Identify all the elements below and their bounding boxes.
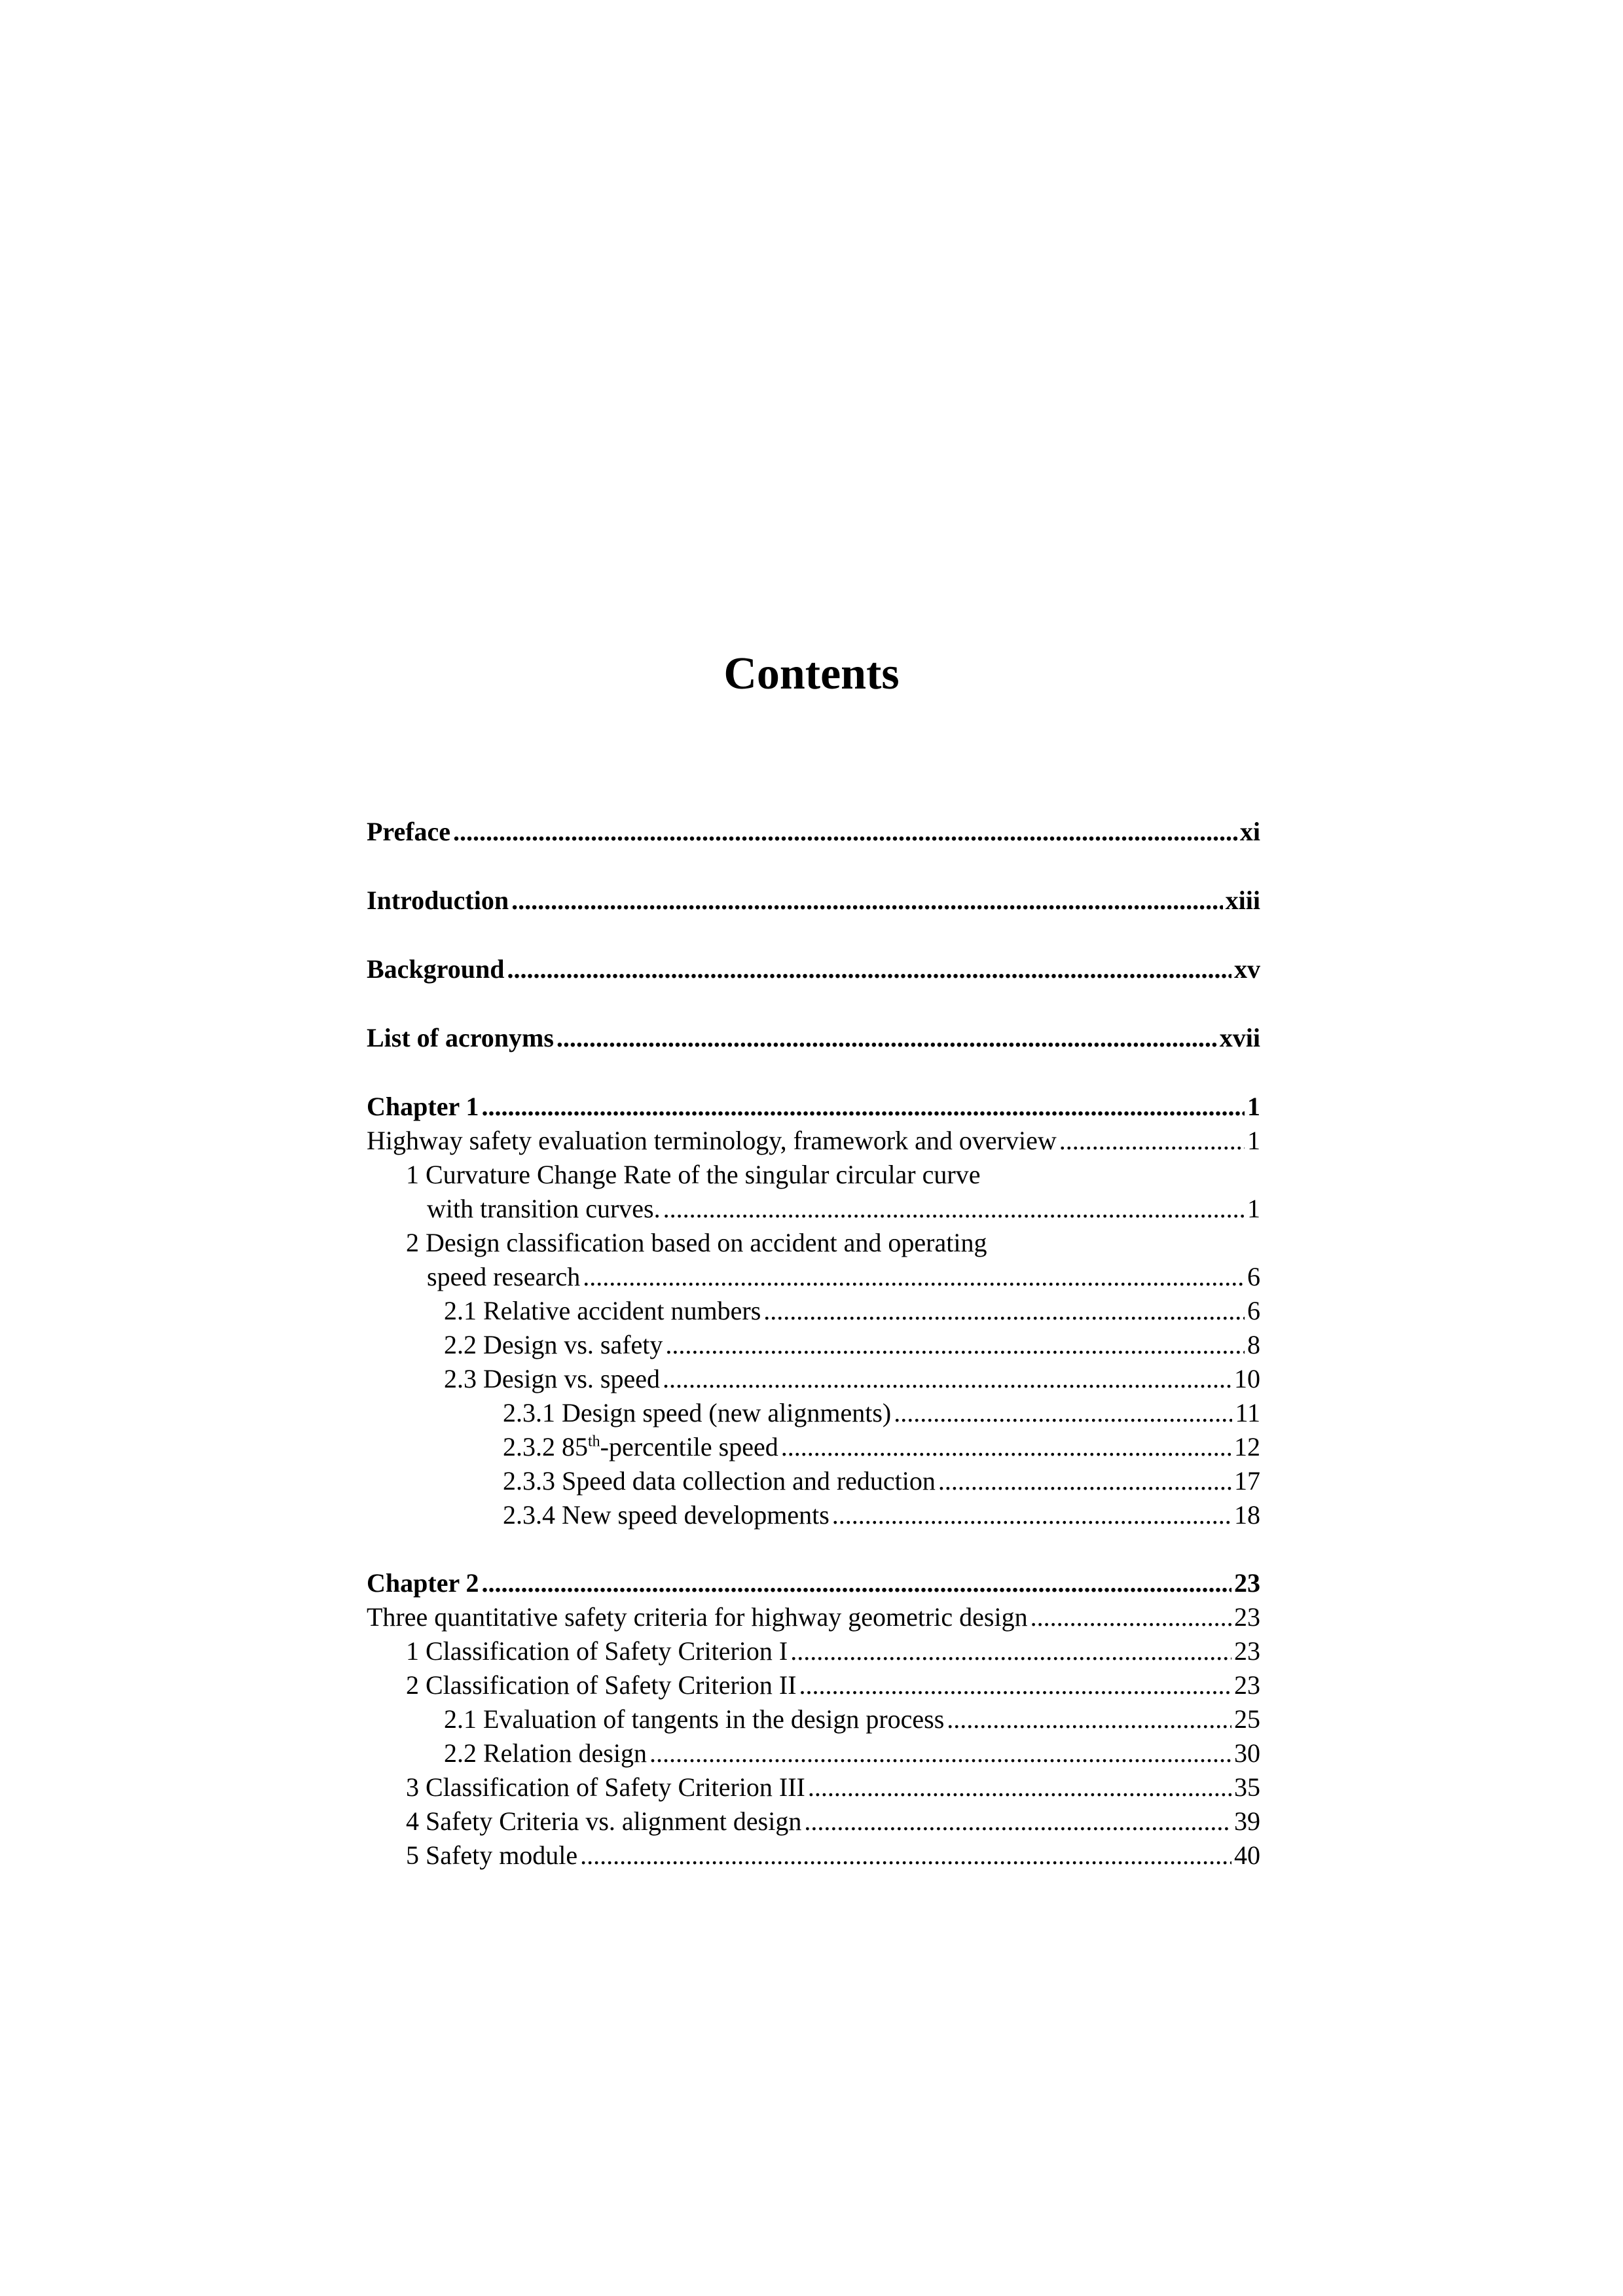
toc-entry-label: Introduction (367, 886, 509, 915)
toc-entry-label: 1 Classification of Safety Criterion I (406, 1636, 788, 1666)
dot-leader (781, 1430, 1231, 1464)
toc-entry-list-of-acronyms[interactable] (367, 1021, 1260, 1055)
toc-entry-label: List of acronyms (367, 1023, 554, 1052)
toc-entry-page: 39 (1234, 1806, 1260, 1836)
toc-entry-page: 17 (1234, 1466, 1260, 1496)
toc-entry-1-2-3-2[interactable] (367, 1430, 1260, 1464)
toc-entry-page: 40 (1234, 1840, 1260, 1870)
toc-entry-page: 23 (1234, 1602, 1260, 1632)
toc-entry-page: 1 (1247, 1092, 1260, 1121)
toc-entry-2-5[interactable] (367, 1839, 1260, 1873)
toc-entry-2-1[interactable] (367, 1634, 1260, 1668)
toc-entry-label: Chapter 2 (367, 1568, 479, 1598)
toc-entry-page: 12 (1234, 1432, 1260, 1462)
toc-entry-label: 2.3.4 New speed developments (503, 1500, 830, 1530)
toc-entry-page: xi (1239, 817, 1260, 846)
toc-entry-page: 11 (1235, 1398, 1260, 1427)
dot-leader (804, 1804, 1231, 1839)
toc-entry-page: 1 (1247, 1194, 1260, 1223)
toc-chapter-1-subtitle[interactable] (367, 1124, 1260, 1158)
toc-entry-page: xvii (1219, 1023, 1260, 1052)
toc-entry-2-2-1[interactable] (367, 1702, 1260, 1736)
toc-entry-page: 6 (1247, 1296, 1260, 1325)
dot-leader (808, 1770, 1231, 1804)
toc-entry-page: 18 (1234, 1500, 1260, 1530)
dot-leader (790, 1634, 1231, 1668)
toc-entry-label: 2 Classification of Safety Criterion II (406, 1670, 797, 1700)
page-title: Contents (723, 649, 900, 699)
toc-entry-label: 2.3.3 Speed data collection and reduction (503, 1466, 936, 1496)
dot-leader (481, 1090, 1245, 1124)
toc-entry-page: 23 (1234, 1670, 1260, 1700)
dot-leader (1059, 1124, 1245, 1158)
toc-entry-label: Highway safety evaluation terminology, framework and overview (367, 1126, 1057, 1155)
ordinal-superscript: th (588, 1433, 600, 1450)
toc-entry-page: 23 (1234, 1568, 1260, 1598)
toc-entry-page: xiii (1225, 886, 1260, 915)
toc-entry-2-2[interactable] (367, 1668, 1260, 1702)
toc-entry-label: 2.3.1 Design speed (new alignments) (503, 1398, 892, 1427)
toc-entry-label: speed research (427, 1262, 581, 1291)
toc-entry-page: 30 (1234, 1738, 1260, 1768)
dot-leader (481, 1566, 1231, 1600)
toc-chapter-2-subtitle[interactable] (367, 1600, 1260, 1634)
toc-chapter-2[interactable] (367, 1566, 1260, 1600)
toc-entry-label: 2.1 Relative accident numbers (444, 1296, 761, 1325)
dot-leader (583, 1260, 1245, 1294)
dot-leader (763, 1294, 1245, 1328)
toc-entry-2-4[interactable] (367, 1804, 1260, 1839)
toc-entry-label: with transition curves. (427, 1194, 661, 1223)
toc-entry-page: 10 (1234, 1364, 1260, 1393)
toc-entry-page: 6 (1247, 1262, 1260, 1291)
dot-leader (511, 884, 1223, 918)
toc-entry-1-2[interactable] (367, 1260, 1260, 1294)
toc-entry-label: 2 Design classification based on accident and operating (406, 1228, 987, 1257)
toc-entry-1-2-2[interactable] (367, 1328, 1260, 1362)
dot-leader (507, 952, 1231, 986)
dot-leader (580, 1839, 1231, 1873)
toc-entry-label: Preface (367, 817, 451, 846)
toc-entry-page: 1 (1247, 1126, 1260, 1155)
toc-entry-label: 2.2 Design vs. safety (444, 1330, 663, 1359)
toc-entry-page: 25 (1234, 1704, 1260, 1734)
toc-entry-label: 4 Safety Criteria vs. alignment design (406, 1806, 802, 1836)
toc-entry-1-2-1[interactable] (367, 1294, 1260, 1328)
dot-leader (663, 1192, 1245, 1226)
toc-entry-introduction[interactable] (367, 884, 1260, 918)
dot-leader (556, 1021, 1217, 1055)
toc-entry-page: 8 (1247, 1330, 1260, 1359)
label-suffix: -percentile speed (600, 1432, 778, 1462)
dot-leader (938, 1464, 1231, 1498)
dot-leader (649, 1736, 1231, 1770)
toc-entry-page: 23 (1234, 1636, 1260, 1666)
dot-leader (665, 1328, 1245, 1362)
dot-leader (894, 1396, 1232, 1430)
dot-leader (453, 815, 1237, 849)
toc-entry-1-2-3[interactable] (367, 1362, 1260, 1396)
toc-entry-label: 2.3 Design vs. speed (444, 1364, 660, 1393)
toc-entry-label: 3 Classification of Safety Criterion III (406, 1772, 805, 1802)
toc-entry-2-2-2[interactable] (367, 1736, 1260, 1770)
toc-entry-background[interactable] (367, 952, 1260, 986)
toc-entry-label (503, 1430, 778, 1464)
toc-entry-label: 5 Safety module (406, 1840, 578, 1870)
toc-entry-1-1[interactable] (367, 1192, 1260, 1226)
toc-entry-label: Chapter 1 (367, 1092, 479, 1121)
toc-entry-1-2-3-4[interactable] (367, 1498, 1260, 1532)
dot-leader (799, 1668, 1231, 1702)
label-prefix: 2.3.2 85 (503, 1432, 588, 1462)
toc-entry-label: Background (367, 954, 505, 984)
toc-entry-page: xv (1234, 954, 1260, 984)
toc-entry-label: 2.1 Evaluation of tangents in the design process (444, 1704, 945, 1734)
dot-leader (832, 1498, 1231, 1532)
dot-leader (947, 1702, 1231, 1736)
toc-entry-2-3[interactable] (367, 1770, 1260, 1804)
toc-entry-label: Three quantitative safety criteria for highway geometric design (367, 1602, 1028, 1632)
toc-chapter-1[interactable] (367, 1090, 1260, 1124)
dot-leader (1030, 1600, 1231, 1634)
toc-entry-label: 2.2 Relation design (444, 1738, 647, 1768)
table-of-contents (367, 815, 1260, 1873)
toc-entry-1-2-3-3[interactable] (367, 1464, 1260, 1498)
toc-entry-label: 1 Curvature Change Rate of the singular circular curve (406, 1160, 981, 1189)
toc-entry-1-2-3-1[interactable] (367, 1396, 1260, 1430)
dot-leader (663, 1362, 1231, 1396)
toc-entry-preface[interactable] (367, 815, 1260, 849)
toc-entry-page: 35 (1234, 1772, 1260, 1802)
